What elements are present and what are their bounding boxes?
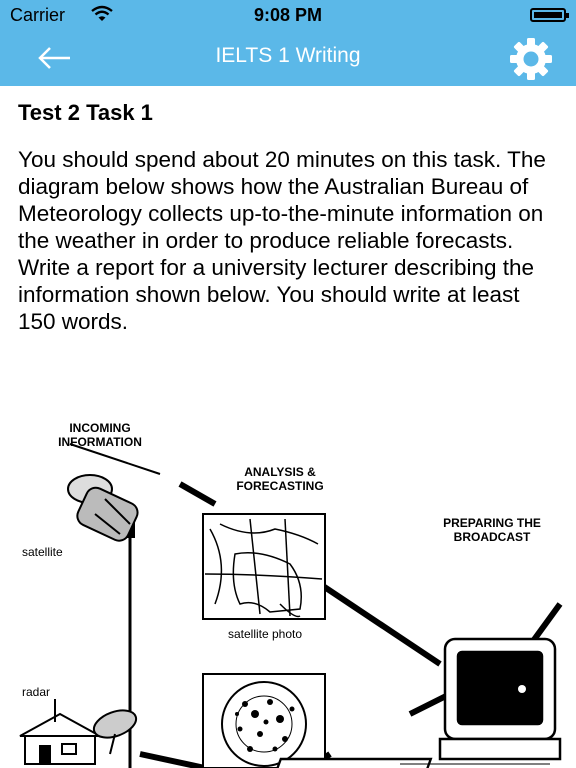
task-heading: Test 2 Task 1: [18, 100, 153, 125]
task-prompt: You should spend about 20 minutes on this task. The diagram below shows how the Australian Bureau of Meteorology collects up-to-the-minute information on the weather in order to produce reliable forecasts. Write a report for a university lecturer describing the information shown below. You should write at least 150 words.: [18, 147, 546, 334]
nav-bar: [0, 30, 576, 86]
radar-label: radar: [22, 685, 51, 699]
satellite-label: satellite: [22, 545, 63, 559]
satellite-photo-image: [203, 514, 325, 619]
radar-station-icon: [20, 699, 140, 764]
radar-screen-image: [203, 674, 325, 768]
clock: 9:08 PM: [253, 5, 323, 25]
analysis-forecasting-label-1: ANALYSIS &: [244, 465, 316, 479]
battery-full-icon: [530, 8, 566, 22]
status-bar: [0, 0, 576, 30]
incoming-information-label-2: INFORMATION: [58, 435, 142, 449]
process-diagram: [0, 404, 576, 768]
preparing-broadcast-label-1: PREPARING THE: [443, 516, 541, 530]
analysis-forecasting-label-2: FORECASTING: [236, 479, 324, 493]
settings-button[interactable]: [508, 36, 554, 82]
carrier-label: Carrier: [10, 5, 66, 25]
satellite-photo-label: satellite photo: [227, 627, 303, 641]
content-area[interactable]: [0, 86, 576, 768]
incoming-information-label-1: INCOMING: [69, 421, 131, 435]
page-title: IELTS 1 Writing: [215, 44, 361, 67]
satellite-icon: [68, 444, 160, 544]
gear-icon: [508, 69, 554, 86]
preparing-broadcast-label-2: BROADCAST: [453, 530, 531, 544]
